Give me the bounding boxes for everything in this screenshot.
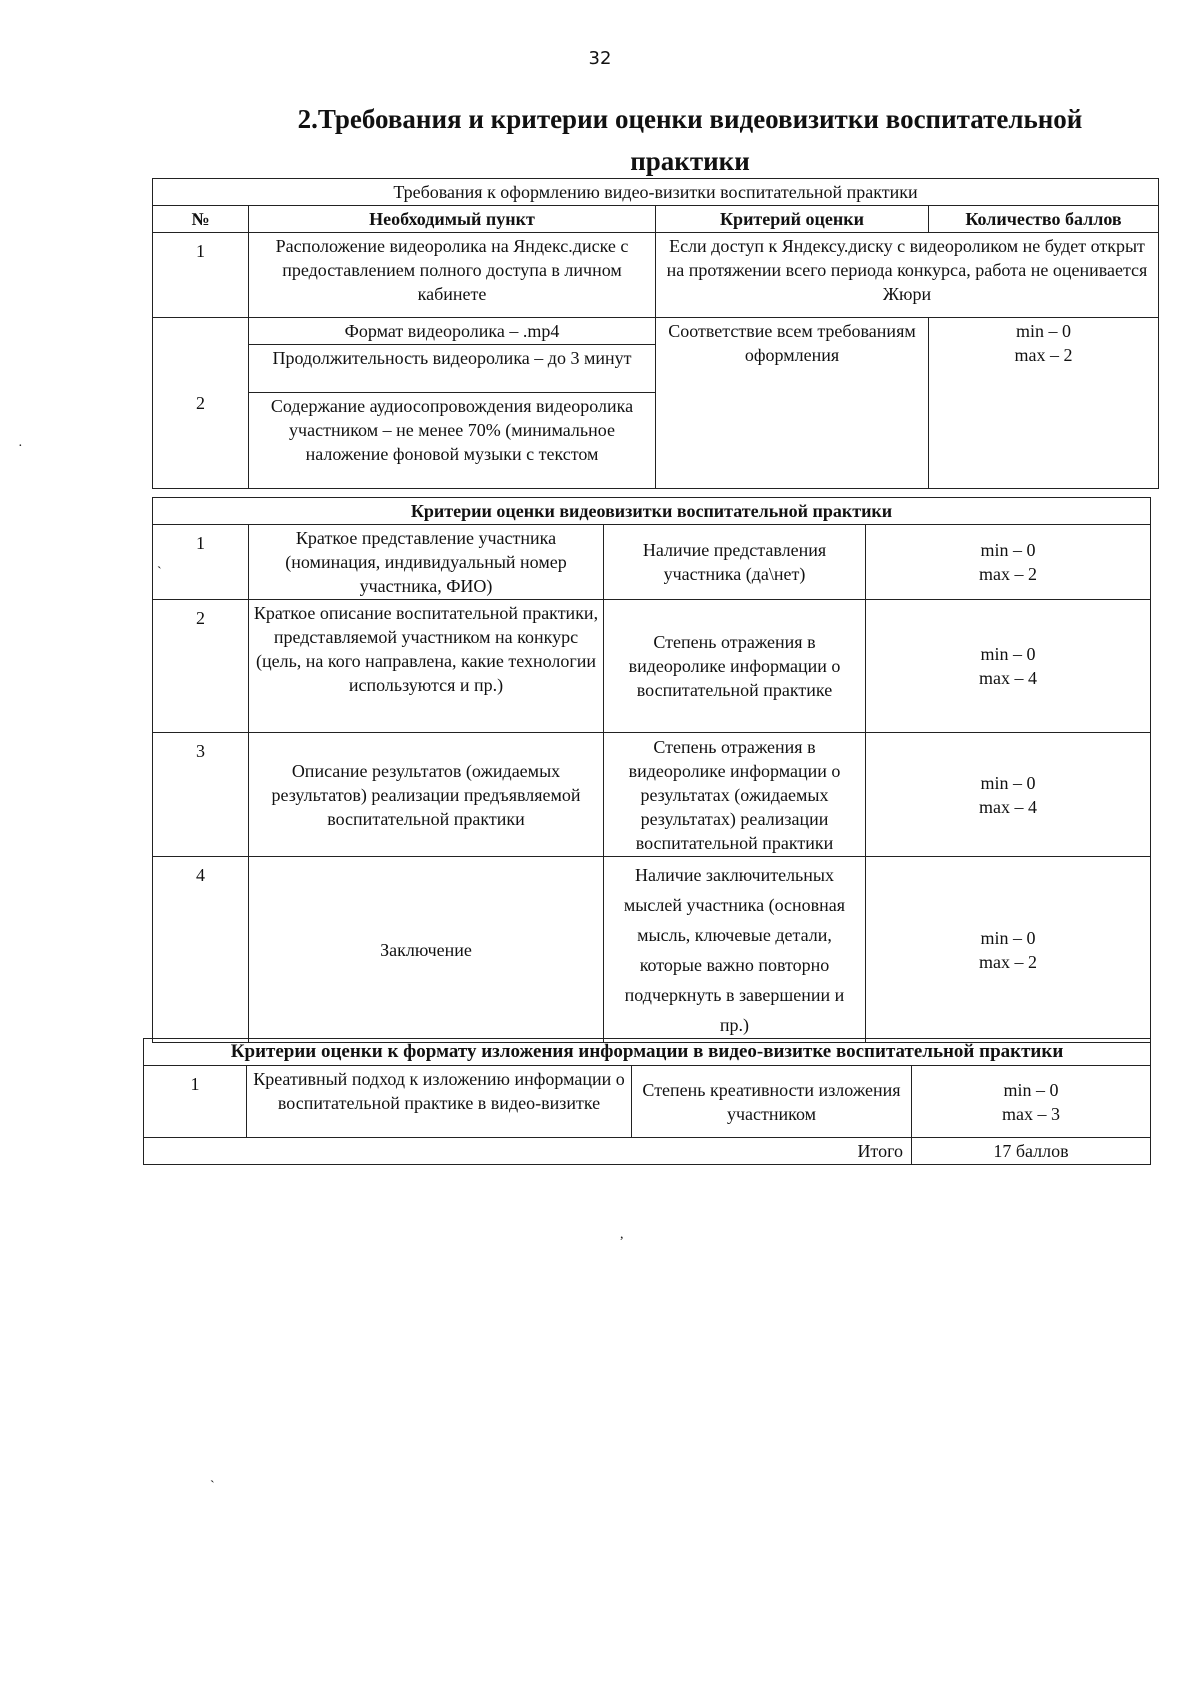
- column-header-item: Необходимый пункт: [249, 206, 656, 233]
- points-min: min – 0: [980, 927, 1036, 948]
- row-points: [866, 525, 1151, 600]
- formatting-requirements-table: [152, 178, 1159, 489]
- row-points: [866, 857, 1151, 1043]
- points-min: min – 0: [980, 644, 1036, 664]
- row-number: 3: [153, 733, 249, 857]
- row-criterion: Если доступ к Яндексу.диску с видеороликом не будет открыт на протяжении всего периода конкурса, работа не оценивается Жюри: [656, 233, 1159, 318]
- row-criterion: Наличие представления участника (да\нет): [604, 525, 866, 600]
- section-heading-row: [153, 179, 1159, 206]
- column-header-number: №: [153, 206, 249, 233]
- section2-heading: Критерии оценки видеовизитки воспитательной практики: [153, 498, 1151, 525]
- row-criterion: Наличие заключительных мыслей участника (основная мысль, ключевые детали, которые важно повторно подчеркнуть в завершении и пр.): [604, 857, 866, 1043]
- row-number: 1: [144, 1066, 247, 1138]
- table-row: [153, 318, 1159, 345]
- points-max: max – 4: [979, 796, 1038, 817]
- section-heading-row: [153, 498, 1151, 525]
- table-row: [153, 857, 1151, 1043]
- table-row: [144, 1066, 1151, 1138]
- points-max: max – 3: [1002, 1103, 1060, 1124]
- row-number: 2: [153, 600, 249, 733]
- row-number: 2: [153, 318, 249, 489]
- row-item-format: Формат видеоролика – .mp4: [249, 318, 656, 345]
- points-max: max – 2: [979, 951, 1038, 972]
- scan-speck: `: [157, 565, 162, 580]
- table-row: [153, 600, 1151, 733]
- table-row: [153, 233, 1159, 318]
- row-number: 1: [153, 525, 249, 600]
- scan-speck: ,: [620, 1227, 624, 1242]
- points-min: min – 0: [1015, 321, 1071, 341]
- page-number: 32: [588, 48, 612, 69]
- row-points: [866, 600, 1151, 733]
- row-item: Креативный подход к изложению информации о воспитательной практике в видео-визитке: [247, 1066, 632, 1138]
- points-max: max – 2: [1014, 345, 1073, 365]
- points-min: min – 0: [980, 772, 1036, 793]
- row-number: 1: [153, 233, 249, 318]
- row-points: [866, 733, 1151, 857]
- evaluation-criteria-table: [152, 497, 1151, 1043]
- row-number: 4: [153, 857, 249, 1043]
- row-criterion: Степень креативности изложения участником: [632, 1066, 912, 1138]
- row-points: [912, 1066, 1151, 1138]
- presentation-format-table: [143, 1038, 1151, 1165]
- row-item-duration: Продолжительность видеоролика – до 3 минут: [249, 345, 656, 393]
- section3-heading: Критерии оценки к формату изложения информации в видео-визитке воспитательной практики: [144, 1039, 1151, 1066]
- table-row: [153, 525, 1151, 600]
- document-title: [240, 98, 1140, 182]
- row-points: [929, 318, 1159, 489]
- row-item: Описание результатов (ожидаемых результатов) реализации предъявляемой воспитательной практики: [249, 733, 604, 857]
- points-max: max – 2: [979, 564, 1038, 584]
- row-item: Краткое описание воспитательной практики, представляемой участником на конкурс (цель, на кого направлена, какие технологии используются и пр.): [249, 600, 604, 733]
- row-item-audio: Содержание аудиосопровождения видеоролика участником – не менее 70% (минимальное наложение фоновой музыки с текстом: [249, 393, 656, 489]
- table-row: [153, 733, 1151, 857]
- row-item: Краткое представление участника (номинация, индивидуальный номер участника, ФИО): [249, 525, 604, 600]
- section1-heading: Требования к оформлению видео-визитки воспитательной практики: [153, 179, 1159, 206]
- total-value: 17 баллов: [912, 1138, 1151, 1165]
- title-line-2: практики: [630, 146, 750, 176]
- scan-speck: `: [210, 1479, 215, 1494]
- row-criterion: Степень отражения в видеоролике информации о воспитательной практике: [604, 600, 866, 733]
- points-min: min – 0: [1003, 1079, 1059, 1100]
- title-line-1: 2.Требования и критерии оценки видеовизитки воспитательной: [297, 104, 1083, 134]
- scan-speck: ·: [18, 439, 23, 454]
- total-row: [144, 1138, 1151, 1165]
- row-criterion: Степень отражения в видеоролике информации о результатах (ожидаемых результатах) реализации воспитательной практики: [604, 733, 866, 857]
- column-header-criterion: Критерий оценки: [656, 206, 929, 233]
- points-min: min – 0: [980, 540, 1036, 560]
- row-criterion: Соответствие всем требованиям оформления: [656, 318, 929, 489]
- row-item: Расположение видеоролика на Яндекс.диске с предоставлением полного доступа в личном кабинете: [249, 233, 656, 318]
- column-header-points: Количество баллов: [929, 206, 1159, 233]
- points-max: max – 4: [979, 668, 1038, 688]
- row-item: Заключение: [249, 857, 604, 1043]
- total-label: Итого: [144, 1138, 912, 1165]
- section-heading-row: [144, 1039, 1151, 1066]
- column-header-row: [153, 206, 1159, 233]
